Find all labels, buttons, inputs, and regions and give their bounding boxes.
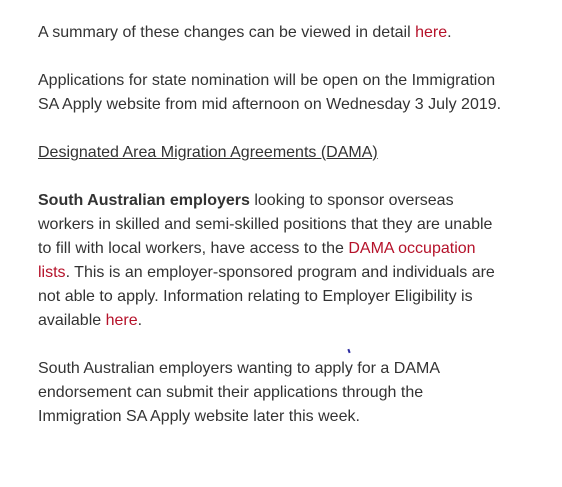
article-body [38,21,508,453]
summary-period: . [447,24,452,41]
summary-paragraph [38,21,508,45]
employers-text-1: looking to sponsor overseas workers in skilled and semi-skilled positions that they are unable to fill with local workers, have access to the [38,192,493,257]
employer-eligibility-here-link[interactable]: here [105,312,138,329]
dama-heading-link[interactable]: Designated Area Migration Agreements (DAMA) [38,144,378,161]
dama-occupation-lists-link[interactable]: DAMA occupation lists [38,240,476,281]
summary-text: A summary of these changes can be viewed in detail [38,24,416,41]
employers-text-2: . This is an employer-sponsored program and individuals are not able to apply. Information relating to Employer Eligibility is available [38,264,495,329]
nomination-paragraph: Applications for state nomination will be open on the Immigration SA Apply website from mid afternoon on Wednesday 3 July 2019. [38,72,502,113]
employers-bold-text: South Australian employers [38,192,250,209]
dama-heading-paragraph [38,141,508,165]
summary-here-link[interactable]: here [415,24,448,41]
employers-paragraph [38,189,508,333]
endorsement-paragraph: South Australian employers wanting to apply for a DAMA endorsement can submit their applications through the Immigration SA Apply website later this week. [38,360,440,425]
employers-period: . [137,312,143,329]
